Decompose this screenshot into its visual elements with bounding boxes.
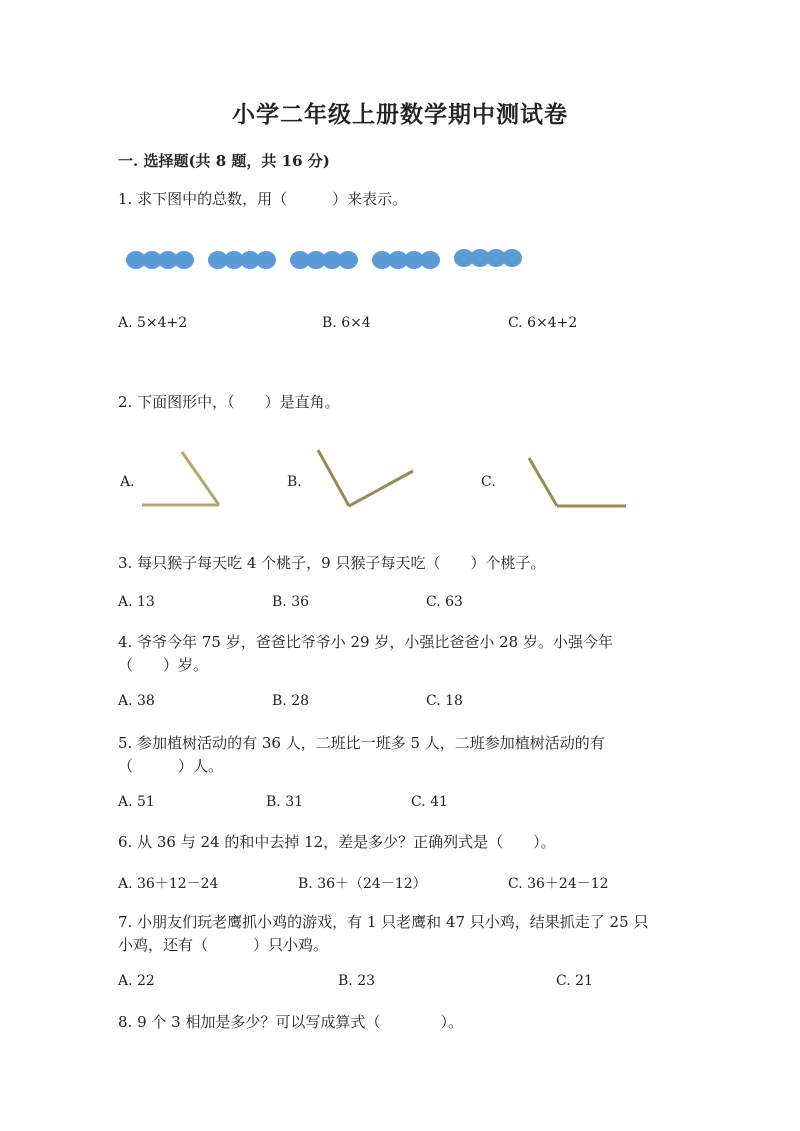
acute-angle-figure xyxy=(138,448,228,512)
dot-group xyxy=(208,251,276,269)
question-1-option-b[interactable]: B. 6×4 xyxy=(322,315,371,331)
question-7-option-a[interactable]: A. 22 xyxy=(118,973,155,989)
question-5-text xyxy=(118,732,678,778)
question-1-option-c[interactable]: C. 6×4+2 xyxy=(508,315,578,331)
question-6-text: 6. 从 36 与 24 的和中去掉 12，差是多少？正确列式是（ ）。 xyxy=(118,833,556,851)
question-5-option-b[interactable]: B. 31 xyxy=(266,794,304,810)
dot-group xyxy=(126,251,194,269)
question-3-text: 3. 每只猴子每天吃 4 个桃子，9 只猴子每天吃（ ）个桃子。 xyxy=(118,554,546,572)
question-2-option-a[interactable]: A. xyxy=(120,474,135,490)
question-4-text xyxy=(118,631,678,677)
question-3-option-a[interactable]: A. 13 xyxy=(118,594,155,610)
question-3-option-c[interactable]: C. 63 xyxy=(426,594,463,610)
question-4-option-a[interactable]: A. 38 xyxy=(118,693,155,709)
dot xyxy=(256,251,276,269)
question-6-option-a[interactable]: A. 36＋12－24 xyxy=(118,876,219,892)
question-5-line-2: （ ）人。 xyxy=(118,757,224,775)
question-5-option-c[interactable]: C. 41 xyxy=(411,794,448,810)
question-4-option-c[interactable]: C. 18 xyxy=(426,693,463,709)
question-7-option-c[interactable]: C. 21 xyxy=(556,973,593,989)
page-title: 小学二年级上册数学期中测试卷 xyxy=(232,101,568,128)
question-7-option-b[interactable]: B. 23 xyxy=(338,973,376,989)
question-5-option-a[interactable]: A. 51 xyxy=(118,794,155,810)
question-7-line-1: 7. 小朋友们玩老鹰抓小鸡的游戏，有 1 只老鹰和 47 只小鸡，结果抓走了 25 只 xyxy=(118,913,649,931)
dot xyxy=(338,251,358,269)
question-3-option-b[interactable]: B. 36 xyxy=(272,594,310,610)
question-1-text: 1. 求下图中的总数，用（ ）来表示。 xyxy=(118,190,408,208)
section-heading: 一. 选择题(共 8 题，共 16 分) xyxy=(118,152,330,170)
question-1-option-a[interactable]: A. 5×4+2 xyxy=(118,315,188,331)
question-8-text: 8. 9 个 3 相加是多少？可以写成算式（ ）。 xyxy=(118,1013,463,1031)
question-4-option-b[interactable]: B. 28 xyxy=(272,693,310,709)
question-4-line-1: 4. 爷爷今年 75 岁，爸爸比爷爷小 29 岁，小强比爸爸小 28 岁。小强今年 xyxy=(118,633,613,651)
question-7-line-2: 小鸡，还有（ ）只小鸡。 xyxy=(118,936,329,954)
dot-groups-figure xyxy=(126,248,546,272)
question-4-line-2: （ ）岁。 xyxy=(118,656,209,674)
obtuse-angle-figure xyxy=(312,446,418,512)
question-6-option-b[interactable]: B. 36＋（24－12） xyxy=(298,876,427,892)
question-2-option-b[interactable]: B. xyxy=(287,474,302,490)
question-2-text: 2. 下面图形中，（ ）是直角。 xyxy=(118,393,340,411)
dot xyxy=(502,249,522,267)
question-6-option-c[interactable]: C. 36＋24－12 xyxy=(508,876,609,892)
question-5-line-1: 5. 参加植树活动的有 36 人，二班比一班多 5 人，二班参加植树活动的有 xyxy=(118,734,605,752)
question-7-text xyxy=(118,911,678,957)
dot-group xyxy=(290,251,358,269)
dot xyxy=(174,251,194,269)
dot-group xyxy=(454,249,522,267)
right-angle-figure xyxy=(524,454,630,512)
dot xyxy=(420,251,440,269)
dot-group xyxy=(372,251,440,269)
question-2-option-c[interactable]: C. xyxy=(481,474,496,490)
